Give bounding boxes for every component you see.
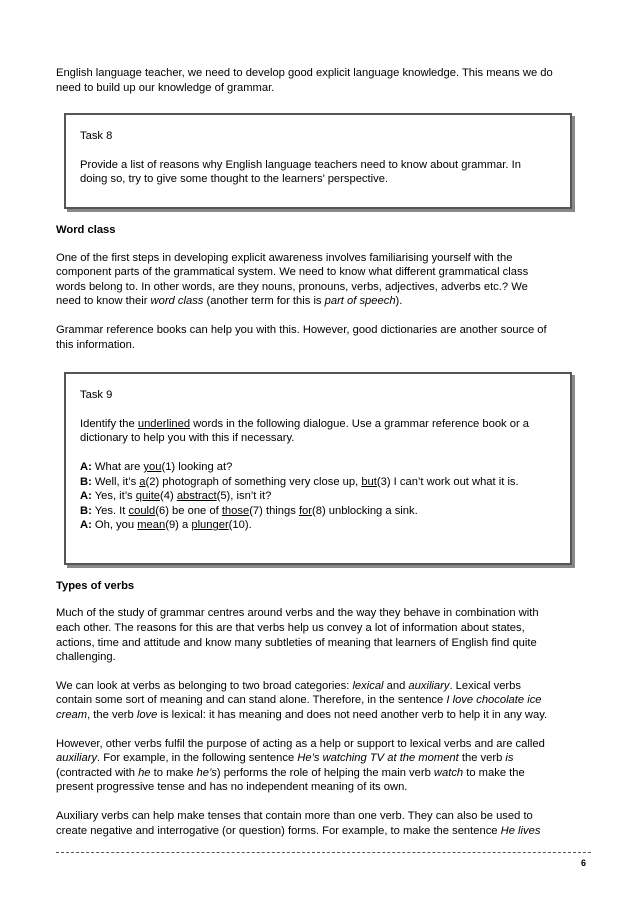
verbs-paragraph-4 [56, 809, 586, 838]
verbs-paragraph-2 [56, 679, 586, 723]
dialogue-text: (7) things [249, 504, 299, 517]
dialogue-text: (1) looking at? [161, 460, 233, 473]
underlined-word-10: plunger [191, 519, 229, 532]
word-class-p1-line-3: words belong to. In other words, are they nouns, pronouns, verbs, adjectives, adverbs etc.? We [56, 280, 528, 293]
task-8-box [64, 113, 572, 209]
dialogue-text: (10). [228, 519, 252, 532]
document-page [56, 66, 586, 838]
verbs-p1-line-2: each other. The reasons for this are that verbs help us convey a lot of information about states, [56, 622, 525, 635]
verbs-text: the verb [458, 752, 506, 765]
dialogue-text: Yes. It [91, 504, 129, 517]
verbs-text: , the verb [87, 709, 137, 722]
word-class-p2-line-2: this information. [56, 338, 135, 351]
term-auxiliary: auxiliary [408, 679, 450, 692]
dialogue-text: Oh, you [91, 519, 138, 532]
speaker-label: A: [80, 460, 92, 473]
task-8-text [80, 158, 556, 187]
dialogue-line-3 [80, 490, 271, 502]
underlined-word-4: quite [135, 490, 161, 503]
term-word-class: word class [150, 295, 204, 308]
underlined-word-8: for [298, 504, 312, 517]
verbs-text: However, other verbs fulfil the purpose of acting as a help or support to lexical verbs and are called [56, 737, 545, 750]
verbs-text: ) performs the role of helping the main verb [216, 766, 434, 779]
verbs-text: . Lexical verbs [449, 679, 521, 692]
task-9-inst-c: words in the following dialogue. Use a grammar reference book or a [190, 417, 530, 430]
verbs-text: Auxiliary verbs can help make tenses that contain more than one verb. They can also be used to [56, 810, 533, 822]
example-word: he [138, 766, 151, 779]
dialogue-line-4 [80, 505, 418, 517]
verbs-text: present progressive tense and has no independent meaning of its own. [56, 781, 408, 794]
dialogue-line-5 [80, 519, 252, 531]
underlined-word-1: you [143, 460, 162, 473]
dialogue-text: (6) be one of [155, 504, 222, 517]
term-auxiliary: auxiliary [56, 752, 98, 765]
word-class-p1-line-1: One of the first steps in developing explicit awareness involves familiarising yourself with the [56, 251, 513, 264]
underlined-word-6: could [128, 504, 156, 517]
word-class-p2-line-1: Grammar reference books can help you with this. However, good dictionaries are another source of [56, 323, 547, 336]
word-class-paragraph-2 [56, 323, 586, 352]
verbs-text: create negative and interrogative (or question) forms. For example, to make the sentence [56, 824, 501, 837]
dialogue-text: (5), isn’t it? [216, 490, 272, 503]
underlined-word-5: abstract [176, 490, 217, 503]
dialogue-text: Well, it’s [91, 475, 140, 488]
dialogue-text: (8) unblocking a sink. [312, 504, 418, 517]
word-class-p1-line-4e: ). [395, 295, 403, 308]
verbs-text: to make the [463, 766, 525, 779]
example-sentence: I love chocolate ice [446, 694, 542, 707]
example-word: he’s [196, 766, 217, 779]
underlined-word-2: a [139, 475, 146, 488]
dialogue-line-2 [80, 476, 519, 488]
underlined-word-9: mean [137, 519, 166, 532]
word-class-p1-line-4c: (another term for this is [203, 295, 325, 308]
verbs-text: to make [150, 766, 197, 779]
task-9-inst-line-2: dictionary to help you with this if necessary. [80, 432, 295, 445]
verbs-text: We can look at verbs as belonging to two broad categories: [56, 679, 353, 692]
verbs-text: (contracted with [56, 766, 139, 779]
verbs-text: contain some sort of meaning and can stand alone. Therefore, in the sentence [56, 694, 447, 707]
term-part-of-speech: part of speech [324, 295, 396, 308]
underlined-keyword: underlined [137, 417, 191, 430]
intro-line-2: need to build up our knowledge of grammar. [56, 81, 275, 94]
task-8-line-1: Provide a list of reasons why English language teachers need to know about grammar. In [80, 158, 521, 171]
example-word: watch [433, 766, 464, 779]
dialogue [80, 460, 556, 533]
dialogue-text: What are [91, 460, 144, 473]
verbs-p1-line-3: actions, time and attitude and know many subtleties of meaning that learners of English find quite [56, 636, 537, 649]
task-8-line-2: doing so, try to give some thought to the learners’ perspective. [80, 173, 389, 186]
task-9-title: Task 9 [80, 389, 113, 402]
verbs-paragraph-3 [56, 737, 586, 795]
dialogue-text: (2) photograph of something very close up, [145, 475, 362, 488]
types-of-verbs-heading: Types of verbs [56, 579, 135, 592]
speaker-label: A: [80, 490, 92, 503]
task-9-box [64, 372, 572, 565]
verbs-text: . For example, in the following sentence [97, 752, 298, 765]
task-9-instructions [80, 417, 556, 446]
page-number: 6 [580, 858, 586, 868]
word-class-p1-line-4a: need to know their [56, 295, 151, 308]
example-sentence: He’s watching TV at the moment [297, 752, 459, 765]
verbs-text: is lexical: it has meaning and does not need another verb to help it in any way. [157, 709, 548, 722]
word-class-paragraph-1 [56, 251, 586, 309]
intro-line-1: English language teacher, we need to develop good explicit language knowledge. This means we do [56, 67, 553, 79]
verbs-p1-line-1: Much of the study of grammar centres around verbs and the way they behave in combination with [56, 607, 539, 620]
word-class-p1-line-2: component parts of the grammatical system. We need to know what different grammatical class [56, 266, 529, 279]
task-9-inst-a: Identify the [80, 417, 138, 430]
dialogue-text: (9) a [165, 519, 192, 532]
task-8-title: Task 8 [80, 130, 113, 143]
dialogue-text: Yes, it’s [91, 490, 136, 503]
term-lexical: lexical [352, 679, 384, 692]
speaker-label: B: [80, 475, 92, 488]
underlined-word-3: but [361, 475, 377, 488]
underlined-word-7: those [221, 504, 250, 517]
example-sentence: cream [56, 709, 88, 722]
verbs-text: and [383, 679, 409, 692]
example-word: is [505, 752, 514, 765]
intro-paragraph [56, 66, 586, 95]
verbs-paragraph-1 [56, 606, 586, 664]
verbs-p1-line-4: challenging. [56, 651, 116, 664]
example-word: love [136, 709, 158, 722]
speaker-label: A: [80, 519, 92, 532]
dialogue-line-1 [80, 461, 232, 473]
speaker-label: B: [80, 504, 92, 517]
dialogue-text: (3) I can’t work out what it is. [376, 475, 519, 488]
word-class-heading: Word class [56, 223, 116, 236]
footer-divider [56, 852, 591, 853]
dialogue-text: (4) [160, 490, 177, 503]
example-sentence: He lives [500, 824, 541, 837]
